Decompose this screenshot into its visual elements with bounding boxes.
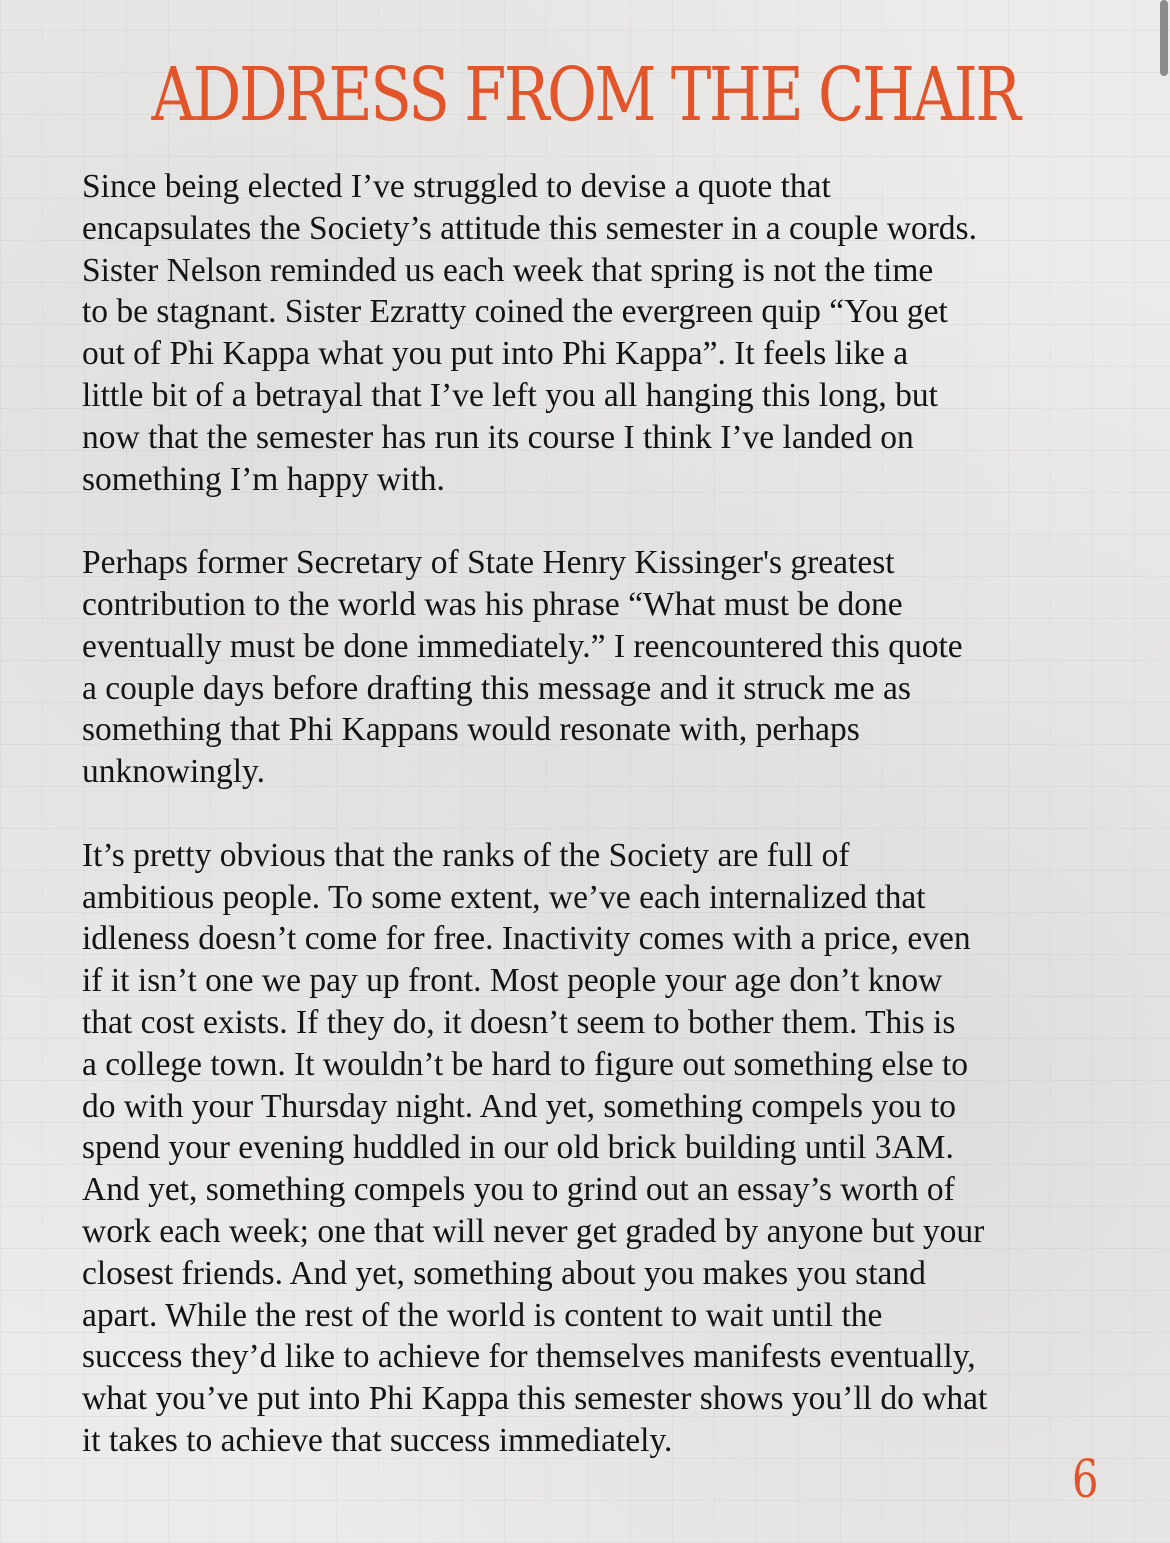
paragraph-2: Perhaps former Secretary of State Henry Kissinger's greatest contribution to the world was his phrase “What must be done eventually must be done immediately.” I reencountered this quote a couple days before drafting this message and it struck me as something that Phi Kappans would resonate with, perhaps unknowingly.	[82, 544, 963, 791]
body-text	[82, 166, 1092, 1504]
paragraph-3: It’s pretty obvious that the ranks of the Society are full of ambitious people. To some extent, we’ve each internalized that idleness doesn’t come for free. Inactivity comes with a price, even if it isn’t one we pay up front. Most people your age don’t know that cost exists. If they do, it doesn’t seem to bother them. This is a college town. It wouldn’t be hard to figure out something else to do with your Thursday night. And yet, something compels you to spend your evening huddled in our old brick building until 3AM. And yet, something compels you to grind out an essay’s worth of work each week; one that will never get graded by anyone but your closest friends. And yet, something about you makes you stand apart. While the rest of the world is content to wait until the success they’d like to achieve for themselves manifests eventually, what you’ve put into Phi Kappa this semester shows you’ll do what it takes to achieve that success immediately.	[82, 836, 988, 1459]
paragraph-1: Since being elected I’ve struggled to devise a quote that encapsulates the Society’s attitude this semester in a couple words. Sister Nelson reminded us each week that spring is not the time to be stagnant. Sister Ezratty coined the evergreen quip “You get out of Phi Kappa what you put into Phi Kappa”. It feels like a little bit of a betrayal that I’ve left you all hanging this long, but now that the semester has run its course I think I’ve landed on something I’m happy with.	[82, 168, 977, 498]
scrollbar[interactable]	[1160, 0, 1168, 1543]
scrollbar-thumb[interactable]	[1160, 0, 1168, 76]
page-number: 6	[1072, 1450, 1099, 1510]
page-title: ADDRESS FROM THE CHAIR	[151, 52, 1019, 138]
